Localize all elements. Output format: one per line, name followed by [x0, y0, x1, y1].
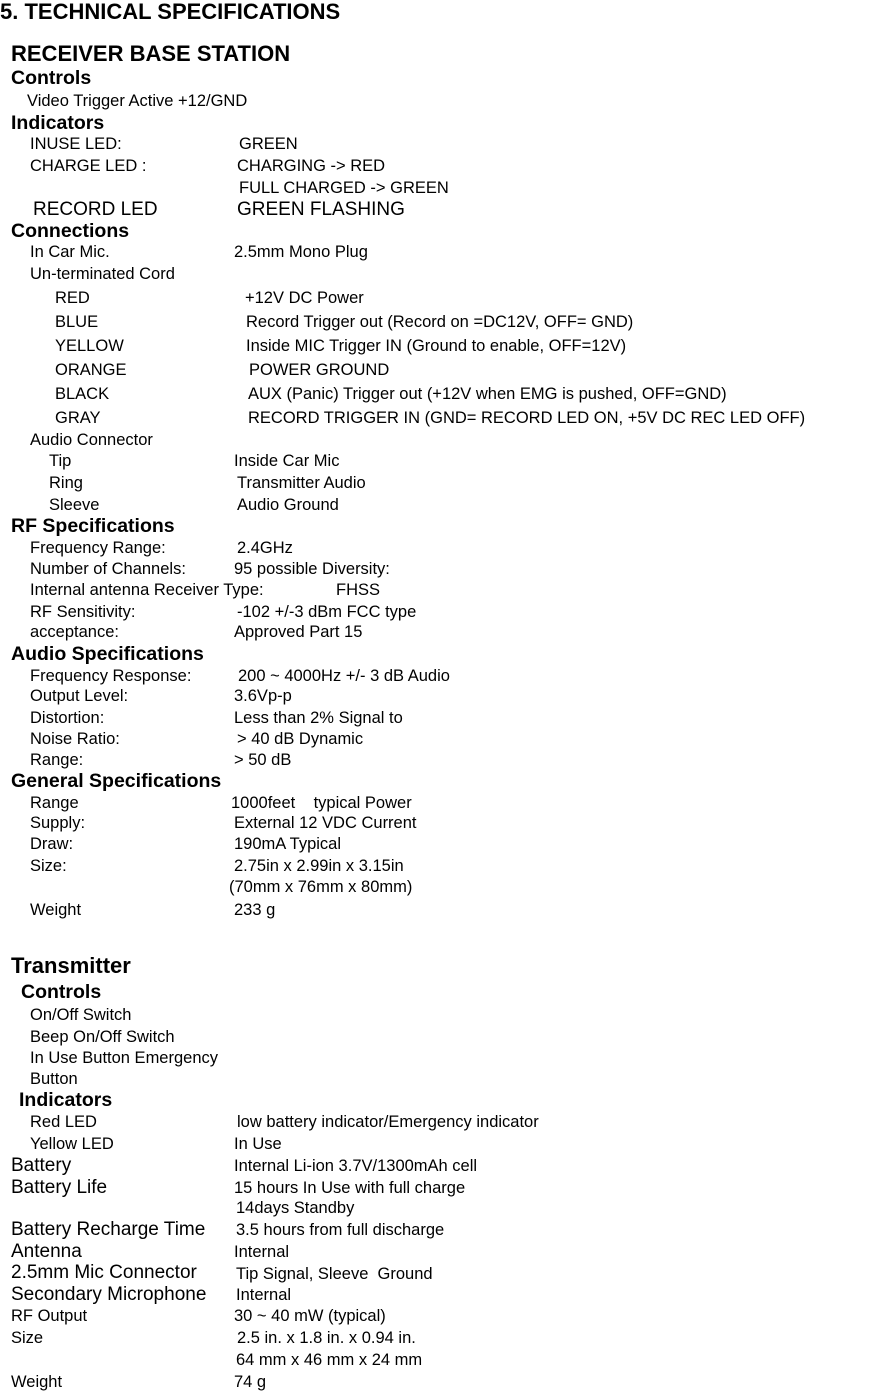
general-spec-value: 190mA Typical	[234, 835, 342, 853]
audio-spec-value: > 50 dB	[234, 751, 292, 769]
indicator-label: INUSE LED:	[30, 135, 122, 153]
tx-spec-value: Internal Li-ion 3.7V/1300mAh cell	[234, 1157, 478, 1175]
rf-label: acceptance:	[30, 623, 119, 641]
general-spec-label: Draw:	[30, 835, 74, 853]
cord-wire-label: BLUE	[55, 313, 99, 331]
cord-wire-label: ORANGE	[55, 361, 127, 379]
audio-pin-label: Tip	[49, 452, 72, 470]
mic-label: In Car Mic.	[30, 243, 110, 261]
audio-spec-heading: Audio Specifications	[11, 643, 204, 665]
cord-wire-value: RECORD TRIGGER IN (GND= RECORD LED ON, +5V DC REC LED OFF)	[248, 409, 806, 427]
cord-wire-value: Inside MIC Trigger IN (Ground to enable, OFF=12V)	[246, 337, 627, 355]
indicator-value: CHARGING -> RED	[237, 157, 386, 175]
audio-pin-label: Ring	[49, 474, 83, 492]
audio-pin-value: Transmitter Audio	[237, 474, 366, 492]
tx-spec-value: 15 hours In Use with full charge	[234, 1179, 466, 1197]
rf-label: Internal antenna Receiver Type:	[30, 581, 264, 599]
control-item: On/Off Switch	[30, 1006, 132, 1024]
audio-spec-value: > 40 dB Dynamic	[237, 730, 364, 748]
audio-connector-label: Audio Connector	[30, 431, 153, 449]
tx-spec-label: RF Output	[11, 1307, 88, 1325]
general-spec-value: (70mm x 76mm x 80mm)	[229, 878, 413, 896]
page-title: 5. TECHNICAL SPECIFICATIONS	[0, 0, 341, 24]
connections-heading: Connections	[11, 220, 130, 242]
rf-label: Frequency Range:	[30, 539, 166, 557]
indicator-label: CHARGE LED :	[30, 157, 147, 175]
receiver-controls-heading: Controls	[11, 67, 92, 89]
general-spec-label: Weight	[30, 901, 82, 919]
cord-wire-value: AUX (Panic) Trigger out (+12V when EMG is pushed, OFF=GND)	[248, 385, 727, 403]
audio-spec-label: Frequency Response:	[30, 667, 192, 685]
tx-spec-value: 14days Standby	[236, 1199, 355, 1217]
audio-spec-label: Distortion:	[30, 709, 105, 727]
tx-indicator-label: Red LED	[30, 1113, 97, 1131]
cord-label: Un-terminated Cord	[30, 265, 175, 283]
tx-spec-value: 2.5 in. x 1.8 in. x 0.94 in.	[237, 1329, 416, 1347]
rf-label: Number of Channels:	[30, 560, 186, 578]
receiver-heading: RECEIVER BASE STATION	[11, 41, 291, 66]
cord-wire-label: GRAY	[55, 409, 101, 427]
cord-wire-value: +12V DC Power	[245, 289, 364, 307]
control-item: Beep On/Off Switch	[30, 1028, 175, 1046]
audio-spec-label: Output Level:	[30, 687, 129, 705]
audio-pin-value: Audio Ground	[237, 496, 339, 514]
tx-spec-value: 30 ~ 40 mW (typical)	[234, 1307, 386, 1325]
tx-spec-value: Internal	[236, 1286, 292, 1304]
general-spec-value: 1000feet typical Power	[231, 794, 412, 812]
cord-wire-value: POWER GROUND	[249, 361, 390, 379]
cord-wire-label: BLACK	[55, 385, 110, 403]
general-spec-value: 2.75in x 2.99in x 3.15in	[234, 857, 404, 875]
rf-heading: RF Specifications	[11, 515, 175, 537]
tx-spec-value: 64 mm x 46 mm x 24 mm	[236, 1351, 423, 1369]
audio-spec-label: Noise Ratio:	[30, 730, 120, 748]
cord-wire-value: Record Trigger out (Record on =DC12V, OFF= GND)	[246, 313, 634, 331]
tx-indicator-value: low battery indicator/Emergency indicator	[237, 1113, 539, 1131]
transmitter-heading: Transmitter	[11, 953, 131, 978]
tx-spec-value: Tip Signal, Sleeve Ground	[236, 1265, 433, 1283]
tx-spec-label: Secondary Microphone	[11, 1284, 207, 1305]
rf-value: -102 +/-3 dBm FCC type	[237, 603, 417, 621]
tx-indicator-label: Yellow LED	[30, 1135, 114, 1153]
audio-spec-value: 200 ~ 4000Hz +/- 3 dB Audio	[238, 667, 450, 685]
indicator-value: FULL CHARGED -> GREEN	[239, 179, 449, 197]
tx-spec-value: 74 g	[234, 1373, 267, 1391]
rf-label: RF Sensitivity:	[30, 603, 136, 621]
indicator-label: RECORD LED	[33, 199, 158, 220]
audio-spec-label: Range:	[30, 751, 84, 769]
mic-value: 2.5mm Mono Plug	[234, 243, 368, 261]
tx-indicator-value: In Use	[234, 1135, 282, 1153]
control-item: In Use Button Emergency	[30, 1049, 219, 1067]
indicator-value: GREEN FLASHING	[237, 199, 405, 220]
tx-spec-label: 2.5mm Mic Connector	[11, 1262, 197, 1283]
general-spec-label: Supply:	[30, 814, 86, 832]
rf-value: Approved Part 15	[234, 623, 363, 641]
general-spec-label: Range	[30, 794, 79, 812]
tx-spec-label: Antenna	[11, 1241, 82, 1262]
general-spec-value: External 12 VDC Current	[234, 814, 417, 832]
cord-wire-label: RED	[55, 289, 90, 307]
rf-value: 95 possible Diversity:	[234, 560, 390, 578]
tx-spec-value: Internal	[234, 1243, 290, 1261]
indicator-value: GREEN	[239, 135, 298, 153]
rf-value: 2.4GHz	[237, 539, 293, 557]
video-trigger-text: Video Trigger Active +12/GND	[27, 92, 248, 110]
transmitter-controls-heading: Controls	[21, 981, 102, 1003]
audio-pin-label: Sleeve	[49, 496, 100, 514]
audio-pin-value: Inside Car Mic	[234, 452, 340, 470]
tx-spec-label: Weight	[11, 1373, 63, 1391]
tx-spec-label: Battery Life	[11, 1177, 108, 1198]
control-item: Button	[30, 1070, 78, 1088]
general-spec-heading: General Specifications	[11, 770, 222, 792]
tx-spec-label: Size	[11, 1329, 44, 1347]
general-spec-label: Size:	[30, 857, 67, 875]
cord-wire-label: YELLOW	[55, 337, 124, 355]
general-spec-value: 233 g	[234, 901, 276, 919]
tx-spec-value: 3.5 hours from full discharge	[236, 1221, 445, 1239]
rf-value: FHSS	[336, 581, 381, 599]
audio-spec-value: Less than 2% Signal to	[234, 709, 403, 727]
transmitter-indicators-heading: Indicators	[19, 1089, 113, 1111]
audio-spec-value: 3.6Vp-p	[234, 687, 292, 705]
tx-spec-label: Battery Recharge Time	[11, 1219, 206, 1240]
receiver-indicators-heading: Indicators	[11, 112, 105, 134]
tx-spec-label: Battery	[11, 1155, 72, 1176]
